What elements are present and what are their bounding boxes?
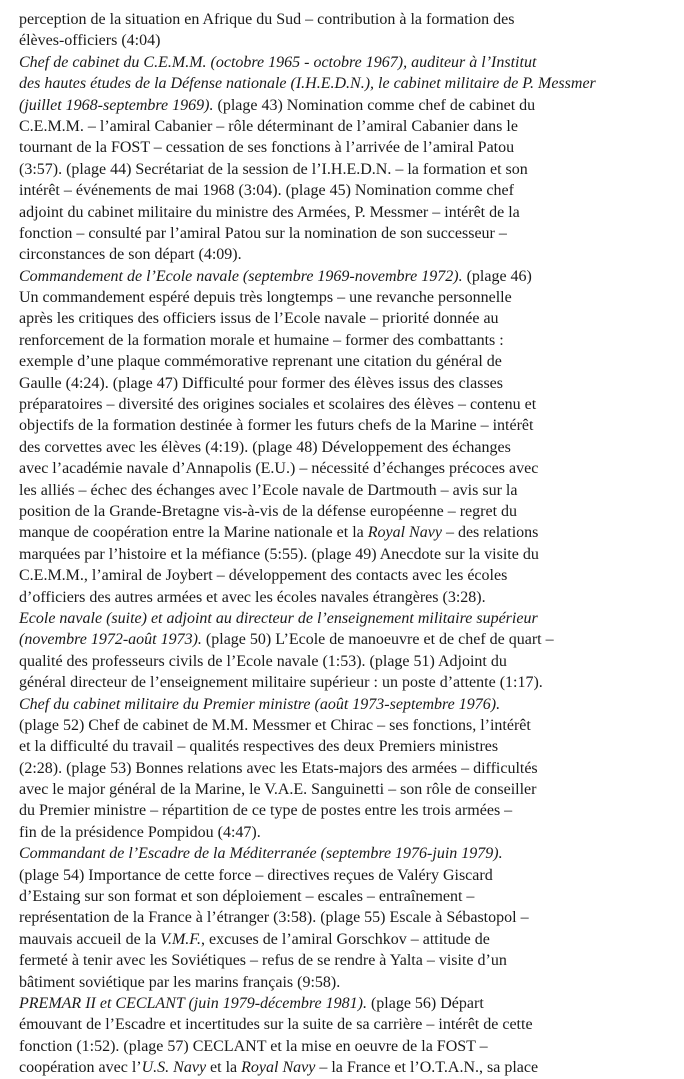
italic-text-run: Ecole navale (suite) et adjoint au directeur de l’enseignement militaire supérieur: [19, 609, 538, 627]
text-run: – la France et l’O.T.A.N., sa place: [315, 1059, 539, 1077]
text-line: [19, 1014, 684, 1035]
text-run: qualité des professeurs civils de l’Ecole navale (1:53). (plage 51) Adjoint du: [19, 652, 507, 670]
text-run: après les critiques des officiers issus de l’Ecole navale – priorité donnée au: [19, 310, 499, 328]
text-line: [19, 779, 684, 800]
text-line: [19, 587, 684, 608]
text-line: [19, 73, 684, 94]
text-run: Gaulle (4:24). (plage 47) Difficulté pour former des élèves issus des classes: [19, 374, 504, 392]
text-line: [19, 822, 684, 843]
text-line: [19, 159, 684, 180]
text-line: [19, 972, 684, 993]
text-line: [19, 116, 684, 137]
text-run: exemple d’une plaque commémorative reprenant une citation du général de: [19, 353, 502, 371]
text-run: d’officiers des autres armées et avec les écoles navales étrangères (3:28).: [19, 588, 486, 606]
text-line: [19, 394, 684, 415]
text-run: adjoint du cabinet militaire du ministre des Armées, P. Messmer – intérêt de la: [19, 203, 520, 221]
text-run: (2:28). (plage 53) Bonnes relations avec les Etats-majors des armées – difficultés: [19, 759, 538, 777]
text-run: bâtiment soviétique par les marins français (9:58).: [19, 973, 341, 991]
text-line: [19, 522, 684, 543]
text-run: élèves-officiers (4:04): [19, 32, 161, 50]
text-run: (plage 52) Chef de cabinet de M.M. Messmer et Chirac – ses fonctions, l’intérêt: [19, 716, 531, 734]
text-run: fermeté à tenir avec les Soviétiques – refus de se rendre à Yalta – visite d’un: [19, 952, 507, 970]
text-line: [19, 1036, 684, 1057]
text-run: et la: [206, 1059, 242, 1077]
italic-text-run: Commandant de l’Escadre de la Méditerranée (septembre 1976-juin 1979).: [19, 845, 503, 863]
text-line: [19, 95, 684, 116]
text-run: (3:57). (plage 44) Secrétariat de la session de l’I.H.E.D.N. – la formation et son: [19, 160, 528, 178]
italic-text-run: Chef du cabinet militaire du Premier ministre (août 1973-septembre 1976).: [19, 695, 501, 713]
italic-text-run: Royal Navy: [241, 1059, 316, 1077]
text-line: [19, 373, 684, 394]
text-run: (plage 43) Nomination comme chef de cabinet du: [213, 96, 536, 114]
text-line: [19, 907, 684, 928]
text-line: [19, 223, 684, 244]
text-run: position de la Grande-Bretagne vis-à-vis de la défense européenne – regret du: [19, 502, 518, 520]
text-run: perception de la situation en Afrique du Sud – contribution à la formation des: [19, 11, 515, 28]
text-line: [19, 865, 684, 886]
text-line: [19, 351, 684, 372]
text-line: [19, 993, 684, 1014]
text-run: coopération avec l’: [19, 1059, 142, 1077]
document-text-block: [19, 9, 684, 1079]
italic-text-run: des hautes études de la Défense nationale (I.H.E.D.N.), le cabinet militaire de P. Messmer: [19, 75, 596, 93]
text-line: [19, 843, 684, 864]
text-run: (plage 46): [462, 267, 532, 285]
text-line: [19, 202, 684, 223]
text-line: [19, 458, 684, 479]
text-line: [19, 629, 684, 650]
text-line: [19, 308, 684, 329]
text-run: renforcement de la formation morale et humaine – former des combattants :: [19, 331, 504, 349]
text-run: tournant de la FOST – cessation de ses fonctions à l’arrivée de l’amiral Patou: [19, 139, 515, 157]
text-run: (plage 50) L’Ecole de manoeuvre et de chef de quart –: [201, 631, 554, 649]
text-run: avec le major général de la Marine, le V.A.E. Sanguinetti – son rôle de conseiller: [19, 781, 537, 799]
text-line: [19, 52, 684, 73]
text-line: [19, 266, 684, 287]
text-line: [19, 758, 684, 779]
italic-text-run: (juillet 1968-septembre 1969).: [19, 96, 214, 114]
text-line: [19, 715, 684, 736]
text-run: circonstances de son départ (4:09).: [19, 246, 242, 264]
text-run: objectifs de la formation destinée à former les futurs chefs de la Marine – intérêt: [19, 417, 534, 435]
text-run: fonction – consulté par l’amiral Patou sur la nomination de son successeur –: [19, 224, 507, 242]
text-line: [19, 651, 684, 672]
text-run: du Premier ministre – répartition de ce type de postes entre les trois armées –: [19, 802, 513, 820]
text-run: mauvais accueil de la: [19, 930, 161, 948]
text-line: [19, 9, 684, 30]
text-line: [19, 137, 684, 158]
text-line: [19, 480, 684, 501]
text-line: [19, 694, 684, 715]
text-run: émouvant de l’Escadre et incertitudes sur la suite de sa carrière – intérêt de cette: [19, 1016, 533, 1034]
text-line: [19, 736, 684, 757]
text-line: [19, 672, 684, 693]
text-line: [19, 415, 684, 436]
text-run: C.E.M.M., l’amiral de Joybert – développement des contacts avec les écoles: [19, 567, 508, 585]
italic-text-run: U.S. Navy: [141, 1059, 207, 1077]
text-run: représentation de la France à l’étranger (3:58). (plage 55) Escale à Sébastopol –: [19, 909, 529, 927]
text-line: [19, 287, 684, 308]
text-run: (plage 54) Importance de cette force – directives reçues de Valéry Giscard: [19, 866, 493, 884]
text-line: [19, 244, 684, 265]
text-line: [19, 950, 684, 971]
italic-text-run: PREMAR II et CECLANT (juin 1979-décembre 1981).: [19, 994, 367, 1012]
text-run: fin de la présidence Pompidou (4:47).: [19, 823, 261, 841]
text-run: C.E.M.M. – l’amiral Cabanier – rôle déterminant de l’amiral Cabanier dans le: [19, 117, 518, 135]
text-line: [19, 330, 684, 351]
italic-text-run: (novembre 1972-août 1973).: [19, 631, 202, 649]
text-run: manque de coopération entre la Marine nationale et la: [19, 524, 368, 542]
text-line: [19, 437, 684, 458]
text-run: marquées par l’histoire et la méfiance (5:55). (plage 49) Anecdote sur la visite du: [19, 545, 539, 563]
text-line: [19, 30, 684, 51]
text-line: [19, 1057, 684, 1078]
text-run: intérêt – événements de mai 1968 (3:04). (plage 45) Nomination comme chef: [19, 182, 514, 200]
italic-text-run: Commandement de l’Ecole navale (septembre 1969-novembre 1972).: [19, 267, 463, 285]
italic-text-run: V.M.F.: [160, 930, 202, 948]
text-line: [19, 929, 684, 950]
italic-text-run: Royal Navy: [367, 524, 442, 542]
text-run: avec l’académie navale d’Annapolis (E.U.) – nécessité d’échanges précoces avec: [19, 460, 539, 478]
text-run: les alliés – échec des échanges avec l’Ecole navale de Dartmouth – avis sur la: [19, 481, 518, 499]
text-run: préparatoires – diversité des origines sociales et scolaires des élèves – contenu et: [19, 396, 537, 414]
italic-text-run: Chef de cabinet du C.E.M.M. (octobre 1965 - octobre 1967), auditeur à l’Institut: [19, 53, 537, 71]
text-run: des corvettes avec les élèves (4:19). (plage 48) Développement des échanges: [19, 438, 511, 456]
text-run: général directeur de l’enseignement militaire supérieur : un poste d’attente (1:17).: [19, 674, 543, 692]
text-line: [19, 565, 684, 586]
text-run: , excuses de l’amiral Gorschkov – attitude de: [201, 930, 490, 948]
text-line: [19, 180, 684, 201]
text-run: (plage 56) Départ: [366, 994, 484, 1012]
text-line: [19, 800, 684, 821]
text-run: Un commandement espéré depuis très longtemps – une revanche personnelle: [19, 289, 512, 307]
text-line: [19, 501, 684, 522]
text-line: [19, 544, 684, 565]
text-run: et la difficulté du travail – qualités respectives des deux Premiers ministres: [19, 738, 499, 756]
text-run: – des relations: [441, 524, 539, 542]
text-run: fonction (1:52). (plage 57) CECLANT et la mise en oeuvre de la FOST –: [19, 1037, 488, 1055]
text-line: [19, 608, 684, 629]
text-run: d’Estaing sur son format et son déploiement – escales – entraînement –: [19, 888, 475, 906]
text-line: [19, 886, 684, 907]
